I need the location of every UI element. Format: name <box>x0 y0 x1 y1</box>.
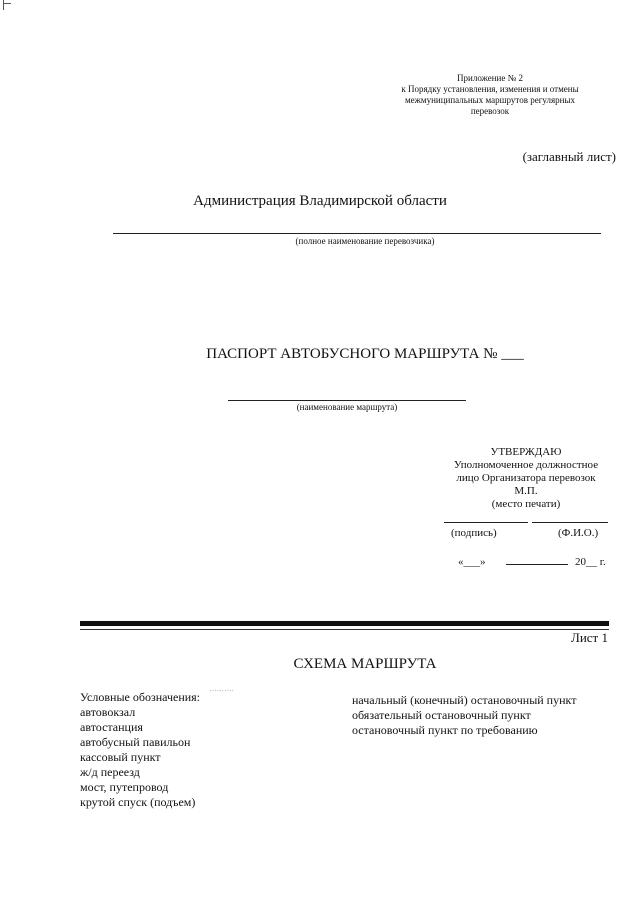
name-caption: (Ф.И.О.) <box>558 527 599 539</box>
legend-item: обязательный остановочный пункт <box>352 708 531 722</box>
section-divider <box>80 621 609 626</box>
legend-heading: Условные обозначения: <box>80 690 201 704</box>
passport-title: ПАСПОРТ АВТОБУСНОГО МАРШРУТА № ___ <box>206 346 524 362</box>
date-year: 20__ г. <box>575 556 606 568</box>
carrier-name-line <box>113 233 601 234</box>
legend-item: кассовый пункт <box>80 750 161 764</box>
approval-line: Уполномоченное должностное <box>453 459 599 471</box>
signature-caption: (подпись) <box>451 527 497 539</box>
legend-item: мост, путепровод <box>80 780 169 794</box>
corner-mark <box>3 0 4 10</box>
appendix-line: к Порядку установления, изменения и отмены <box>401 84 579 94</box>
section-divider <box>80 629 609 630</box>
legend-item: ж/д переезд <box>80 765 140 779</box>
title-sheet-label: (заглавный лист) <box>522 149 616 164</box>
administration-name: Администрация Владимирской области <box>193 193 447 209</box>
route-caption: (наименование маршрута) <box>296 402 398 412</box>
approval-heading: УТВЕРЖДАЮ <box>490 446 562 458</box>
appendix-line: перевозок <box>470 106 510 116</box>
legend-right <box>352 693 576 738</box>
date-month-line <box>506 555 568 565</box>
legend-item: начальный (конечный) остановочный пункт <box>352 693 577 707</box>
legend-item: крутой спуск (подъем) <box>80 795 196 809</box>
scan-speck <box>210 689 234 692</box>
legend-item: автовокзал <box>80 705 136 719</box>
legend-left <box>80 690 200 810</box>
approval-line: лицо Организатора перевозок <box>456 472 596 484</box>
name-line <box>532 522 608 523</box>
carrier-caption: (полное наименование перевозчика) <box>295 236 435 246</box>
corner-mark <box>3 3 11 4</box>
appendix-line: межмуниципальных маршрутов регулярных <box>404 95 575 105</box>
approval-line: М.П. <box>514 485 538 497</box>
legend-item: автостанция <box>80 720 143 734</box>
approval-date <box>458 555 606 568</box>
approval-block <box>440 446 612 511</box>
sheet-number: Лист 1 <box>571 630 608 645</box>
appendix-title: Приложение № 2 <box>457 73 523 83</box>
scheme-title: СХЕМА МАРШРУТА <box>293 656 437 672</box>
route-name-line <box>228 400 466 401</box>
approval-line: (место печати) <box>491 498 561 510</box>
legend-item: остановочный пункт по требованию <box>352 723 538 737</box>
appendix-note <box>380 73 600 117</box>
date-day: «___» <box>458 556 486 568</box>
legend-item: автобусный павильон <box>80 735 191 749</box>
signature-line <box>444 522 528 523</box>
